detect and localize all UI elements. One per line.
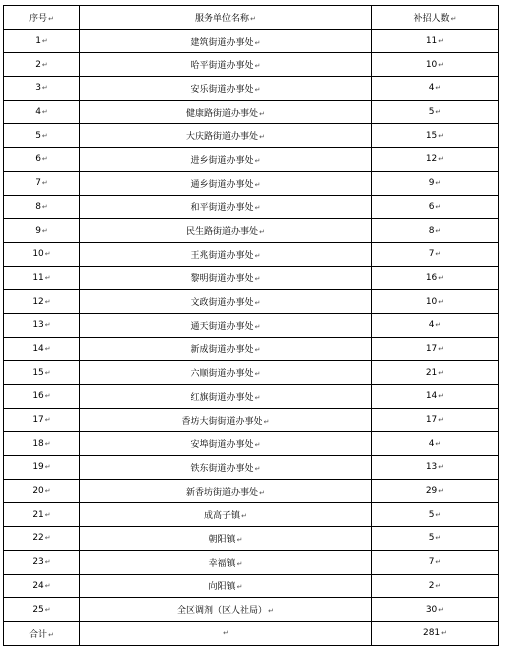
paragraph-mark-icon: ↵ (438, 155, 445, 164)
unit-name-cell (80, 171, 372, 195)
count-cell (372, 574, 499, 598)
unit-name-cell-text: 建筑街道办事处 (190, 37, 254, 48)
row-number-cell-text: 3 (35, 83, 41, 94)
row-number-cell-text: 19 (32, 462, 44, 473)
count-cell (372, 77, 499, 101)
row-number-cell (4, 432, 80, 456)
paragraph-mark-icon: ↵ (254, 299, 261, 308)
count-cell (372, 29, 499, 53)
paragraph-mark-icon: ↵ (438, 416, 445, 425)
paragraph-mark-icon: ↵ (438, 297, 445, 306)
unit-name-cell (80, 361, 372, 385)
unit-name-cell-text: 新成街道办事处 (190, 345, 254, 356)
row-number-cell (4, 124, 80, 148)
count-cell (372, 456, 499, 480)
paragraph-mark-icon: ↵ (236, 583, 243, 592)
table-row (4, 290, 499, 314)
table-row (4, 53, 499, 77)
table-row (4, 385, 499, 409)
count-cell (372, 242, 499, 266)
paragraph-mark-icon: ↵ (41, 37, 48, 46)
table-row (4, 266, 499, 290)
unit-name-cell-text: 通乡街道办事处 (190, 179, 254, 190)
count-cell-text: 4 (428, 83, 435, 94)
unit-name-cell-text: 六顺街道办事处 (190, 369, 254, 380)
paragraph-mark-icon: ↵ (254, 180, 261, 189)
unit-name-cell-text: 民生路街道办事处 (186, 227, 259, 238)
paragraph-mark-icon: ↵ (41, 84, 48, 93)
header-cell-unit: 服务单位名称↵ (80, 6, 372, 30)
unit-name-cell (80, 574, 372, 598)
unit-name-cell (80, 456, 372, 480)
paragraph-mark-icon: ↵ (254, 38, 261, 47)
count-cell (372, 171, 499, 195)
row-number-cell-text: 21 (32, 509, 44, 520)
paragraph-mark-icon: ↵ (254, 204, 261, 213)
count-cell-text: 6 (428, 201, 435, 212)
paragraph-mark-icon: ↵ (254, 441, 261, 450)
count-cell-text: 11 (425, 36, 438, 47)
paragraph-mark-icon: ↵ (259, 228, 265, 237)
paragraph-mark-icon: ↵ (254, 251, 261, 260)
count-cell (372, 432, 499, 456)
row-number-cell-text: 4 (35, 107, 41, 118)
paragraph-mark-icon: ↵ (438, 487, 445, 496)
paragraph-mark-icon: ↵ (435, 439, 442, 448)
paragraph-mark-icon: ↵ (41, 155, 48, 164)
row-number-cell (4, 219, 80, 243)
header-cell-count: 补招人数↵ (372, 6, 499, 30)
unit-name-cell-text: 铁东街道办事处 (190, 463, 254, 474)
unit-name-cell (80, 242, 372, 266)
row-number-cell (4, 456, 80, 480)
table-row (4, 195, 499, 219)
paragraph-mark-icon: ↵ (41, 60, 48, 69)
count-cell-text: 13 (425, 462, 438, 473)
count-cell (372, 148, 499, 172)
paragraph-mark-icon: ↵ (44, 344, 51, 353)
paragraph-mark-icon: ↵ (435, 250, 442, 259)
count-cell-text: 4 (428, 320, 435, 331)
row-number-cell (4, 242, 80, 266)
unit-name-cell-text: 进乡街道办事处 (190, 155, 254, 166)
unit-name-cell (80, 290, 372, 314)
paragraph-mark-icon: ↵ (41, 202, 48, 211)
row-number-cell-text: 11 (32, 272, 44, 283)
unit-name-cell-text: 全区调剂（区人社局） (177, 606, 268, 617)
table-row (4, 361, 499, 385)
paragraph-mark-icon: ↵ (268, 607, 274, 616)
unit-name-cell-text: 黎明街道办事处 (190, 274, 254, 285)
count-cell (372, 550, 499, 574)
unit-name-cell (80, 148, 372, 172)
row-number-cell-text: 13 (32, 320, 44, 331)
count-cell (372, 100, 499, 124)
row-number-cell (4, 503, 80, 527)
paragraph-mark-icon: ↵ (44, 392, 51, 401)
row-number-cell-text: 8 (35, 201, 41, 212)
table-row (4, 408, 499, 432)
paragraph-mark-icon: ↵ (435, 84, 442, 93)
table-row (4, 574, 499, 598)
paragraph-mark-icon: ↵ (44, 510, 51, 519)
unit-name-cell (80, 527, 372, 551)
unit-name-cell (80, 432, 372, 456)
total-label-cell (4, 621, 80, 645)
count-cell-text: 2 (428, 580, 435, 591)
paragraph-mark-icon: ↵ (438, 368, 445, 377)
header-cell-number: 序号↵ (4, 6, 80, 30)
paragraph-mark-icon: ↵ (41, 131, 48, 140)
unit-name-cell-text: 向阳镇 (208, 582, 236, 593)
total-unit-cell (80, 621, 372, 645)
count-cell (372, 266, 499, 290)
unit-name-cell-text: 哈平街道办事处 (190, 61, 254, 72)
unit-name-cell (80, 385, 372, 409)
paragraph-mark-icon: ↵ (44, 416, 51, 425)
paragraph-mark-icon: ↵ (438, 273, 445, 282)
count-cell (372, 195, 499, 219)
count-cell-text: 15 (425, 130, 438, 141)
row-number-cell-text: 25 (32, 604, 44, 615)
paragraph-mark-icon: ↵ (438, 344, 445, 353)
paragraph-mark-icon: ↵ (254, 464, 261, 473)
paragraph-mark-icon: ↵ (41, 108, 48, 117)
row-number-cell (4, 408, 80, 432)
row-number-cell-text: 22 (32, 533, 44, 544)
row-number-cell (4, 337, 80, 361)
count-cell-text: 17 (425, 343, 438, 354)
unit-name-cell (80, 29, 372, 53)
paragraph-mark-icon: ↵ (44, 273, 51, 282)
table-row (4, 527, 499, 551)
unit-name-cell-text: 王兆街道办事处 (190, 250, 254, 261)
count-cell-text: 12 (425, 154, 438, 165)
unit-name-cell (80, 479, 372, 503)
paragraph-mark-icon: ↵ (44, 605, 51, 614)
paragraph-mark-icon: ↵ (259, 109, 265, 118)
row-number-cell (4, 313, 80, 337)
unit-name-cell (80, 124, 372, 148)
unit-name-cell (80, 100, 372, 124)
table-row (4, 219, 499, 243)
staffing-table (3, 5, 499, 646)
unit-name-cell-text: 朝阳镇 (208, 534, 236, 545)
unit-name-cell (80, 503, 372, 527)
paragraph-mark-icon: ↵ (254, 346, 261, 355)
paragraph-mark-icon: ↵ (241, 512, 247, 521)
paragraph-mark-icon: ↵ (435, 581, 442, 590)
row-number-cell (4, 598, 80, 622)
count-cell (372, 598, 499, 622)
count-cell (372, 408, 499, 432)
unit-name-cell (80, 77, 372, 101)
paragraph-mark-icon: ↵ (435, 179, 442, 188)
count-cell (372, 219, 499, 243)
unit-name-cell (80, 195, 372, 219)
paragraph-mark-icon: ↵ (438, 463, 445, 472)
row-number-cell (4, 385, 80, 409)
unit-name-cell (80, 313, 372, 337)
paragraph-mark-icon: ↵ (254, 393, 261, 402)
table-row (4, 456, 499, 480)
total-count-cell (372, 621, 499, 645)
total-label-cell-text: 合计 (29, 629, 48, 640)
table-row (4, 77, 499, 101)
paragraph-mark-icon: ↵ (254, 62, 261, 71)
count-cell-text: 7 (428, 557, 435, 568)
paragraph-mark-icon: ↵ (41, 179, 48, 188)
row-number-cell (4, 290, 80, 314)
row-number-cell (4, 171, 80, 195)
paragraph-mark-icon: ↵ (44, 368, 51, 377)
unit-name-cell-text: 安埠街道办事处 (190, 440, 254, 451)
paragraph-mark-icon: ↵ (44, 581, 51, 590)
paragraph-mark-icon: ↵ (435, 534, 442, 543)
count-cell (372, 527, 499, 551)
unit-name-cell (80, 408, 372, 432)
unit-name-cell-text: 大庆路街道办事处 (186, 132, 259, 143)
paragraph-mark-icon: ↵ (236, 535, 243, 544)
paragraph-mark-icon: ↵ (435, 226, 442, 235)
table-row (4, 503, 499, 527)
row-number-cell-text: 6 (35, 154, 41, 165)
row-number-cell-text: 16 (32, 391, 44, 402)
unit-name-cell-text: 健康路街道办事处 (186, 108, 259, 119)
paragraph-mark-icon: ↵ (435, 558, 442, 567)
count-cell-text: 29 (425, 486, 438, 497)
count-cell-text: 16 (425, 272, 438, 283)
paragraph-mark-icon: ↵ (259, 488, 265, 497)
paragraph-mark-icon: ↵ (44, 463, 51, 472)
unit-name-cell-text: 通天街道办事处 (190, 321, 254, 332)
count-cell-text: 7 (428, 249, 435, 260)
row-number-cell (4, 100, 80, 124)
table-row (4, 29, 499, 53)
row-number-cell-text: 9 (35, 225, 41, 236)
table-row (4, 124, 499, 148)
table-row (4, 479, 499, 503)
paragraph-mark-icon: ↵ (438, 60, 445, 69)
table-row (4, 598, 499, 622)
count-cell-text: 30 (425, 604, 438, 615)
total-count-cell-text: 281 (422, 628, 441, 639)
count-cell-text: 8 (428, 225, 435, 236)
paragraph-mark-icon: ↵ (44, 534, 51, 543)
count-cell (372, 361, 499, 385)
unit-name-cell-text: 安乐街道办事处 (190, 84, 254, 95)
count-cell (372, 290, 499, 314)
row-number-cell (4, 77, 80, 101)
row-number-cell-text: 2 (35, 59, 41, 70)
paragraph-mark-icon: ↵ (259, 133, 265, 142)
row-number-cell-text: 10 (32, 249, 44, 260)
count-cell-text: 14 (425, 391, 438, 402)
row-number-cell (4, 574, 80, 598)
paragraph-mark-icon: ↵ (254, 322, 261, 331)
table-row (4, 171, 499, 195)
unit-name-cell (80, 266, 372, 290)
table-row (4, 148, 499, 172)
unit-name-cell-text: 文政街道办事处 (190, 298, 254, 309)
count-cell-text: 9 (428, 178, 435, 189)
paragraph-mark-icon: ↵ (44, 297, 51, 306)
paragraph-mark-icon: ↵ (44, 250, 51, 259)
paragraph-mark-icon: ↵ (236, 559, 243, 568)
paragraph-mark-icon: ↵ (254, 85, 261, 94)
table-row (4, 242, 499, 266)
paragraph-mark-icon: ↵ (41, 226, 48, 235)
paragraph-mark-icon: ↵ (44, 321, 51, 330)
paragraph-mark-icon: ↵ (435, 321, 442, 330)
row-number-cell-text: 14 (32, 343, 44, 354)
paragraph-mark-icon: ↵ (48, 630, 54, 639)
row-number-cell-text: 5 (35, 130, 41, 141)
row-number-cell-text: 15 (32, 367, 44, 378)
count-cell (372, 503, 499, 527)
count-cell (372, 385, 499, 409)
count-cell (372, 337, 499, 361)
unit-name-cell (80, 550, 372, 574)
row-number-cell-text: 1 (35, 36, 41, 47)
header-row (4, 6, 499, 30)
row-number-cell-text: 18 (32, 438, 44, 449)
unit-name-cell-text: 幸福镇 (208, 558, 236, 569)
row-number-cell (4, 266, 80, 290)
table-row (4, 432, 499, 456)
paragraph-mark-icon: ↵ (223, 629, 229, 638)
paragraph-mark-icon: ↵ (438, 131, 445, 140)
count-cell-text: 5 (428, 107, 435, 118)
table-row (4, 100, 499, 124)
paragraph-mark-icon: ↵ (438, 605, 445, 614)
row-number-cell (4, 148, 80, 172)
count-cell-text: 10 (425, 296, 438, 307)
unit-name-cell (80, 337, 372, 361)
paragraph-mark-icon: ↵ (435, 202, 442, 211)
count-cell-text: 5 (428, 509, 435, 520)
row-number-cell-text: 17 (32, 415, 44, 426)
row-number-cell (4, 479, 80, 503)
row-number-cell (4, 53, 80, 77)
row-number-cell (4, 195, 80, 219)
row-number-cell-text: 24 (32, 580, 44, 591)
count-cell (372, 313, 499, 337)
row-number-cell-text: 7 (35, 178, 41, 189)
paragraph-mark-icon: ↵ (254, 275, 261, 284)
table-row (4, 337, 499, 361)
count-cell-text: 4 (428, 438, 435, 449)
unit-name-cell-text: 红旗街道办事处 (190, 392, 254, 403)
unit-name-cell-text: 成高子镇 (204, 511, 241, 522)
row-number-cell (4, 29, 80, 53)
paragraph-mark-icon: ↵ (254, 370, 261, 379)
count-cell-text: 5 (428, 533, 435, 544)
paragraph-mark-icon: ↵ (254, 156, 261, 165)
count-cell-text: 21 (425, 367, 438, 378)
row-number-cell-text: 23 (32, 557, 44, 568)
paragraph-mark-icon: ↵ (263, 417, 270, 426)
count-cell-text: 10 (425, 59, 438, 70)
unit-name-cell-text: 和平街道办事处 (190, 203, 254, 214)
row-number-cell (4, 361, 80, 385)
unit-name-cell-text: 新香坊街道办事处 (186, 487, 259, 498)
count-cell-text: 17 (425, 415, 438, 426)
paragraph-mark-icon: ↵ (44, 487, 51, 496)
row-number-cell-text: 12 (32, 296, 44, 307)
unit-name-cell (80, 598, 372, 622)
unit-name-cell-text: 香坊大街街道办事处 (181, 416, 263, 427)
paragraph-mark-icon: ↵ (44, 439, 51, 448)
table-row (4, 550, 499, 574)
count-cell (372, 53, 499, 77)
unit-name-cell (80, 53, 372, 77)
total-row (4, 621, 499, 645)
paragraph-mark-icon: ↵ (438, 37, 445, 46)
unit-name-cell (80, 219, 372, 243)
paragraph-mark-icon: ↵ (441, 629, 448, 638)
paragraph-mark-icon: ↵ (435, 108, 442, 117)
count-cell (372, 124, 499, 148)
row-number-cell (4, 527, 80, 551)
paragraph-mark-icon: ↵ (435, 510, 442, 519)
row-number-cell-text: 20 (32, 486, 44, 497)
paragraph-mark-icon: ↵ (438, 392, 445, 401)
row-number-cell (4, 550, 80, 574)
paragraph-mark-icon: ↵ (44, 558, 51, 567)
count-cell (372, 479, 499, 503)
table-row (4, 313, 499, 337)
